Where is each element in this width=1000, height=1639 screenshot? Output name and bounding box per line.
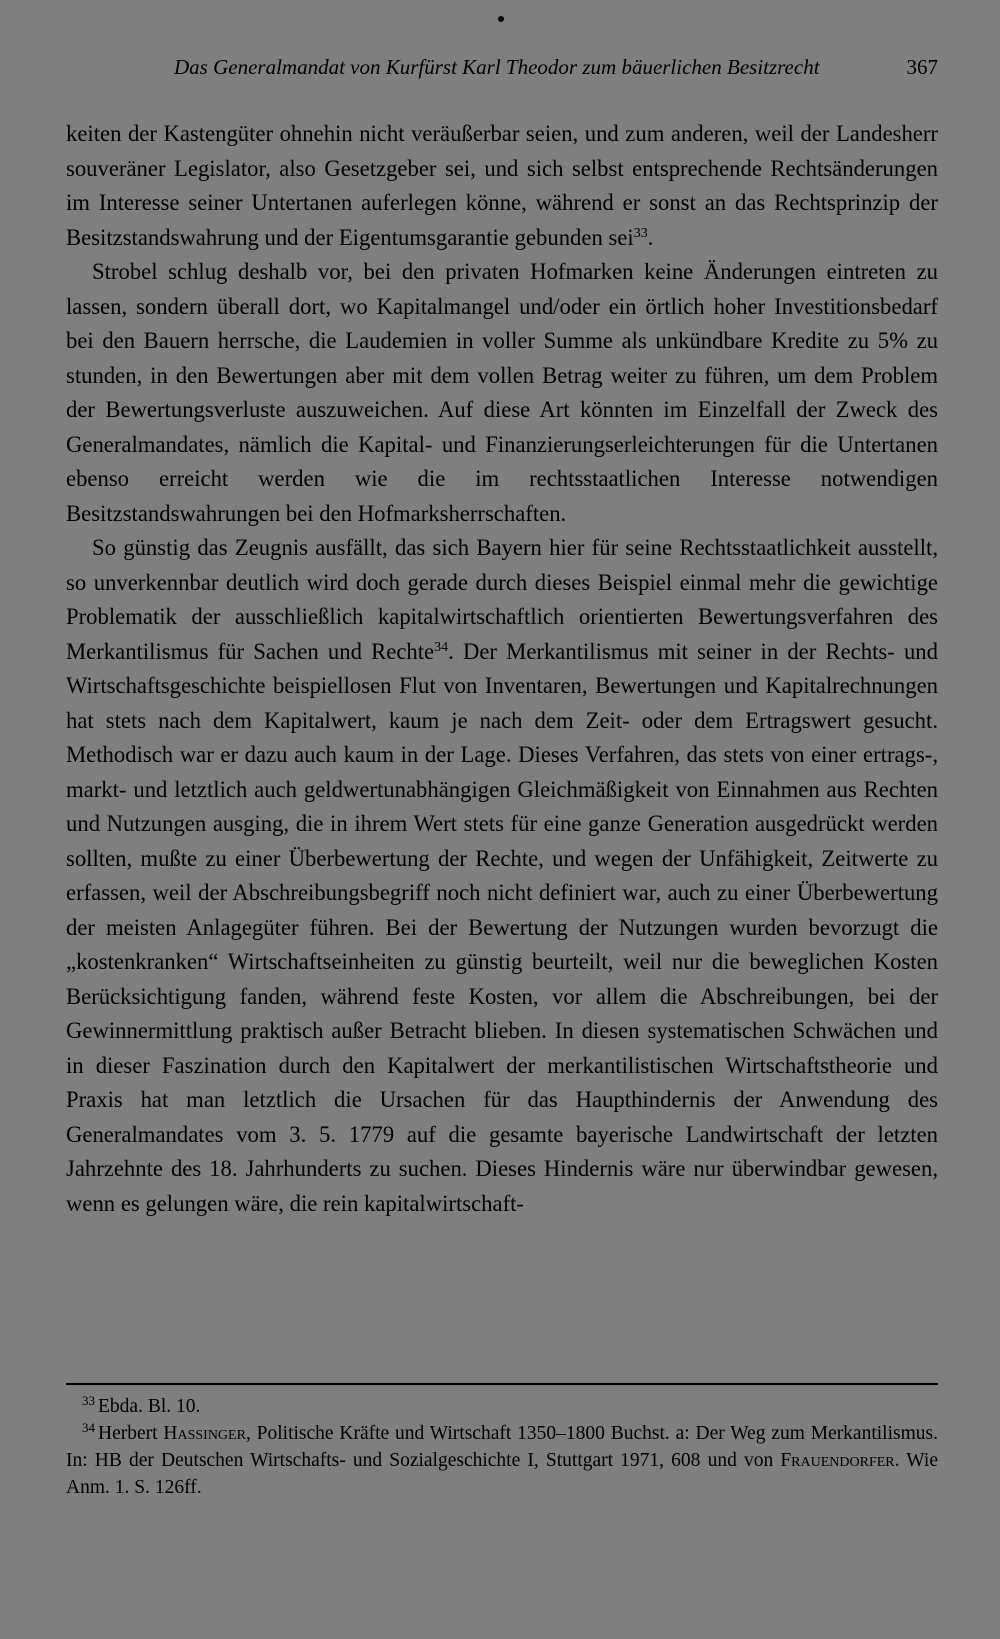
print-speck (498, 16, 504, 22)
footnote-34-text-3: . Wie Anm. 1. S. 126ff. (66, 1450, 938, 1498)
footnote-34 (66, 1420, 938, 1501)
footnote-34-number: 34 (82, 1420, 95, 1435)
footnote-34-text-2: , Politische Kräfte und Wirtschaft 1350–1800 Buchst. a: Der Weg zum Merkantilismus. In: HB der Deutschen Wirtschafts- und Sozialgeschichte I, Stuttgart 1971, 608 und von (66, 1423, 938, 1471)
paragraph-3 (66, 531, 938, 1221)
running-header (66, 50, 938, 84)
footnote-ref-33: 33 (633, 225, 648, 241)
footnote-33 (66, 1393, 938, 1420)
page-number: 367 (906, 55, 938, 79)
footnote-divider (66, 1383, 938, 1385)
paragraph-3-text-a: So günstig das Zeugnis ausfällt, das sich Bayern hier für seine Rechtsstaatlichkeit ausstellt, so unverkennbar deutlich wird doch gerade durch dieses Beispiel einmal mehr die gewichtige Problematik der ausschließlich kapitalwirtschaftlich orientierten Bewertungsverfahren des Merkantilismus für Sachen und Rechte (66, 535, 938, 664)
footnote-34-text-1: Herbert (98, 1423, 164, 1444)
body-text (66, 117, 938, 1221)
paragraph-1-text: keiten der Kastengüter ohnehin nicht veräußerbar seien, und zum anderen, weil der Landesherr souveräner Legislator, also Gesetzgeber sei, und sich selbst entsprechende Rechtsänderungen im Interesse seiner Untertanen auferlegen könne, während er sonst an das Rechtsprinzip der Besitzstandswahrung und der Eigentumsgarantie gebunden sei (66, 121, 938, 250)
footnote-33-number: 33 (82, 1393, 95, 1408)
paragraph-2: Strobel schlug deshalb vor, bei den privaten Hofmarken keine Änderungen eintreten zu lassen, sondern überall dort, wo Kapitalmangel und/oder ein örtlich hoher Investitionsbedarf bei den Bauern herrsche, die Laudemien in voller Summe als unkündbare Kredite zu 5% zu stunden, in den Bewertungen aber mit dem vollen Betrag weiter zu führen, um dem Problem der Bewertungsverluste auszuweichen. Auf diese Art könnten im Einzelfall der Zweck des Generalmandates, nämlich die Kapital- und Finanzierungserleichterungen für die Untertanen ebenso erreicht werden wie die im rechtsstaatlichen Interesse notwendigen Besitzstandswahrungen bei den Hofmarksherrschaften. (66, 259, 938, 526)
footnote-33-text: Ebda. Bl. 10. (98, 1396, 201, 1417)
paragraph-1 (66, 117, 938, 255)
author-hassinger: Hassinger (163, 1423, 246, 1444)
footnotes (66, 1393, 938, 1501)
running-title: Das Generalmandat von Kurfürst Karl Theodor zum bäuerlichen Besitzrecht (174, 55, 820, 79)
footnote-ref-34: 34 (434, 639, 449, 655)
paragraph-3-text-b: . Der Merkantilismus mit seiner in der Rechts- und Wirtschaftsgeschichte beispiellosen Flut von Inventaren, Bewertungen und Kapitalrechnungen hat stets nach dem Kapitalwert, kaum je nach dem Zeit- oder dem Ertragswert gesucht. Methodisch war er dazu auch kaum in der Lage. Dieses Verfahren, das stets von einer ertrags-, markt- und letztlich auch geldwertunabhängigen Gleichmäßigkeit von Einnahmen aus Rechten und Nutzungen ausging, die in ihrem Wert stets für eine ganze Generation ausgedrückt werden sollten, mußte zu einer Überbewertung der Rechte, und wegen der Unfähigkeit, Zeitwerte zu erfassen, weil der Abschreibungsbegriff noch nicht definiert war, auch zu einer Überbewertung der meisten Anlagegüter führen. Bei der Bewertung der Nutzungen wurden bevorzugt die „kostenkranken“ Wirtschaftseinheiten zu günstig beurteilt, weil nur die beweglichen Kosten Berücksichtigung fanden, während feste Kosten, vor allem die Abschreibungen, bei der Gewinnermittlung praktisch außer Betracht blieben. In diesen systematischen Schwächen und in dieser Faszination durch den Kapitalwert der merkantilistischen Wirtschaftstheorie und Praxis hat man letztlich die Ursachen für das Haupthindernis der Anwendung des Generalmandates vom 3. 5. 1779 auf die gesamte bayerische Landwirtschaft der letzten Jahrzehnte des 18. Jahrhunderts zu suchen. Dieses Hindernis wäre nur überwindbar gewesen, wenn es gelungen wäre, die rein kapitalwirtschaft- (66, 638, 938, 1216)
paragraph-1-end: . (647, 224, 654, 250)
author-frauendorfer: Frauendorfer (780, 1450, 895, 1471)
